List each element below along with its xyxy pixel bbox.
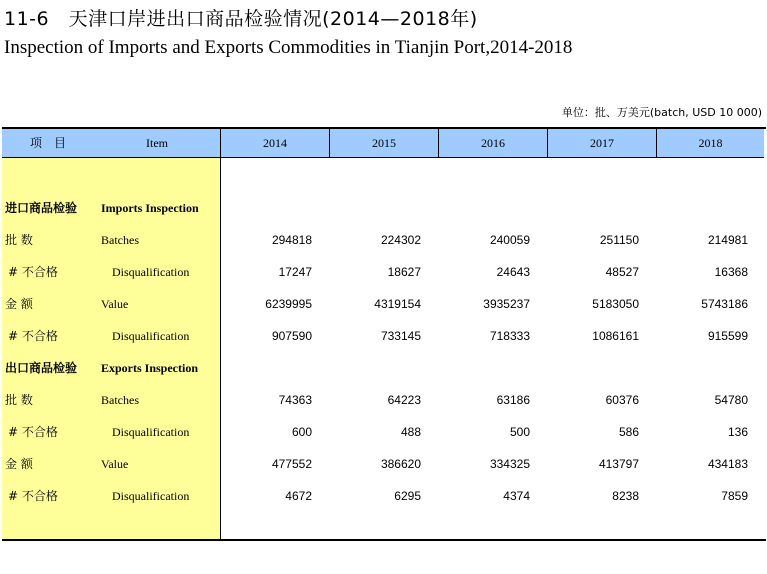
header-year: 2015 — [329, 129, 438, 157]
row-label-cn: 金 额 — [5, 297, 33, 311]
row-label-en: Exports Inspection — [101, 361, 199, 375]
page-title-chinese: 11-6 天津口岸进出口商品检验情况(2014—2018年) — [4, 8, 478, 30]
table-cell-value: 4672 — [285, 489, 312, 503]
table-cell-value: 224302 — [380, 233, 421, 247]
table-row — [2, 384, 764, 416]
table-cell-value: 586 — [618, 425, 639, 439]
table-cell-value: 718333 — [489, 329, 530, 343]
row-label-cn: # 不合格 — [8, 329, 58, 343]
table-header-row — [2, 129, 764, 158]
table-row — [2, 224, 764, 256]
table-cell-value: 54780 — [714, 393, 748, 407]
row-label-cn: 金 额 — [5, 457, 33, 471]
row-label-en: Disqualification — [112, 265, 190, 279]
table-row — [2, 256, 764, 288]
row-label-en: Batches — [101, 233, 139, 247]
table-cell-value: 334325 — [489, 457, 530, 471]
table-cell-value: 24643 — [496, 265, 530, 279]
table-cell-value: 74363 — [278, 393, 312, 407]
table-row — [2, 320, 764, 352]
row-label-en: Disqualification — [112, 329, 190, 343]
row-label-cn: 批 数 — [5, 233, 33, 247]
header-item-en: Item — [146, 136, 168, 150]
table-cell-value: 386620 — [380, 457, 421, 471]
table-cell-value: 8238 — [612, 489, 639, 503]
table-cell-value: 64223 — [387, 393, 421, 407]
table-cell-value: 4374 — [503, 489, 530, 503]
row-label-en: Imports Inspection — [101, 201, 199, 215]
table-cell-value: 60376 — [605, 393, 639, 407]
table-cell-value: 6239995 — [265, 297, 312, 311]
statistics-table — [2, 127, 766, 541]
row-label-cn: 批 数 — [5, 393, 33, 407]
table-cell-value: 3935237 — [483, 297, 530, 311]
table-cell-value: 600 — [291, 425, 312, 439]
table-cell-value: 488 — [400, 425, 421, 439]
table-row — [2, 352, 764, 384]
table-cell-value: 17247 — [278, 265, 312, 279]
table-cell-value: 136 — [727, 425, 748, 439]
table-cell-value: 7859 — [721, 489, 748, 503]
header-year: 2018 — [656, 129, 764, 157]
table-row — [2, 288, 764, 320]
table-row — [2, 448, 764, 480]
row-label-en: Value — [101, 297, 129, 311]
table-row — [2, 192, 764, 224]
table-cell-value: 251150 — [599, 233, 639, 247]
header-item-cn: 项 目 — [29, 136, 66, 150]
table-row — [2, 480, 764, 512]
header-year: 2014 — [220, 129, 329, 157]
table-cell-value: 294818 — [271, 233, 312, 247]
row-label-cn: # 不合格 — [8, 489, 58, 503]
row-label-en: Batches — [101, 393, 139, 407]
row-label-en: Disqualification — [112, 489, 190, 503]
table-cell-value: 500 — [509, 425, 530, 439]
table-cell-value: 477552 — [271, 457, 312, 471]
table-cell-value: 434183 — [707, 457, 748, 471]
unit-note: 单位：批、万美元(batch, USD 10 000) — [561, 106, 762, 119]
row-label-en: Value — [101, 457, 129, 471]
row-label-cn: # 不合格 — [8, 265, 58, 279]
header-year: 2016 — [438, 129, 547, 157]
table-cell-value: 733145 — [380, 329, 421, 343]
row-label-cn: # 不合格 — [8, 425, 58, 439]
row-label-en: Disqualification — [112, 425, 190, 439]
row-label-cn: 进口商品检验 — [5, 201, 78, 215]
header-year: 2017 — [547, 129, 656, 157]
table-cell-value: 915599 — [707, 329, 748, 343]
table-cell-value: 907590 — [271, 329, 312, 343]
table-cell-value: 6295 — [394, 489, 421, 503]
table-cell-value: 1086161 — [592, 329, 639, 343]
table-cell-value: 63186 — [496, 393, 530, 407]
table-cell-value: 413797 — [598, 457, 639, 471]
table-cell-value: 214981 — [707, 233, 748, 247]
table-cell-value: 48527 — [605, 265, 639, 279]
table-cell-value: 5743186 — [701, 297, 748, 311]
table-cell-value: 5183050 — [592, 297, 639, 311]
table-cell-value: 16368 — [714, 265, 748, 279]
table-row — [2, 416, 764, 448]
table-cell-value: 18627 — [387, 265, 421, 279]
row-label-cn: 出口商品检验 — [5, 361, 78, 375]
table-cell-value: 240059 — [489, 233, 530, 247]
page-title-english: Inspection of Imports and Exports Commodities in Tianjin Port,2014-2018 — [4, 37, 573, 58]
table-cell-value: 4319154 — [374, 297, 421, 311]
